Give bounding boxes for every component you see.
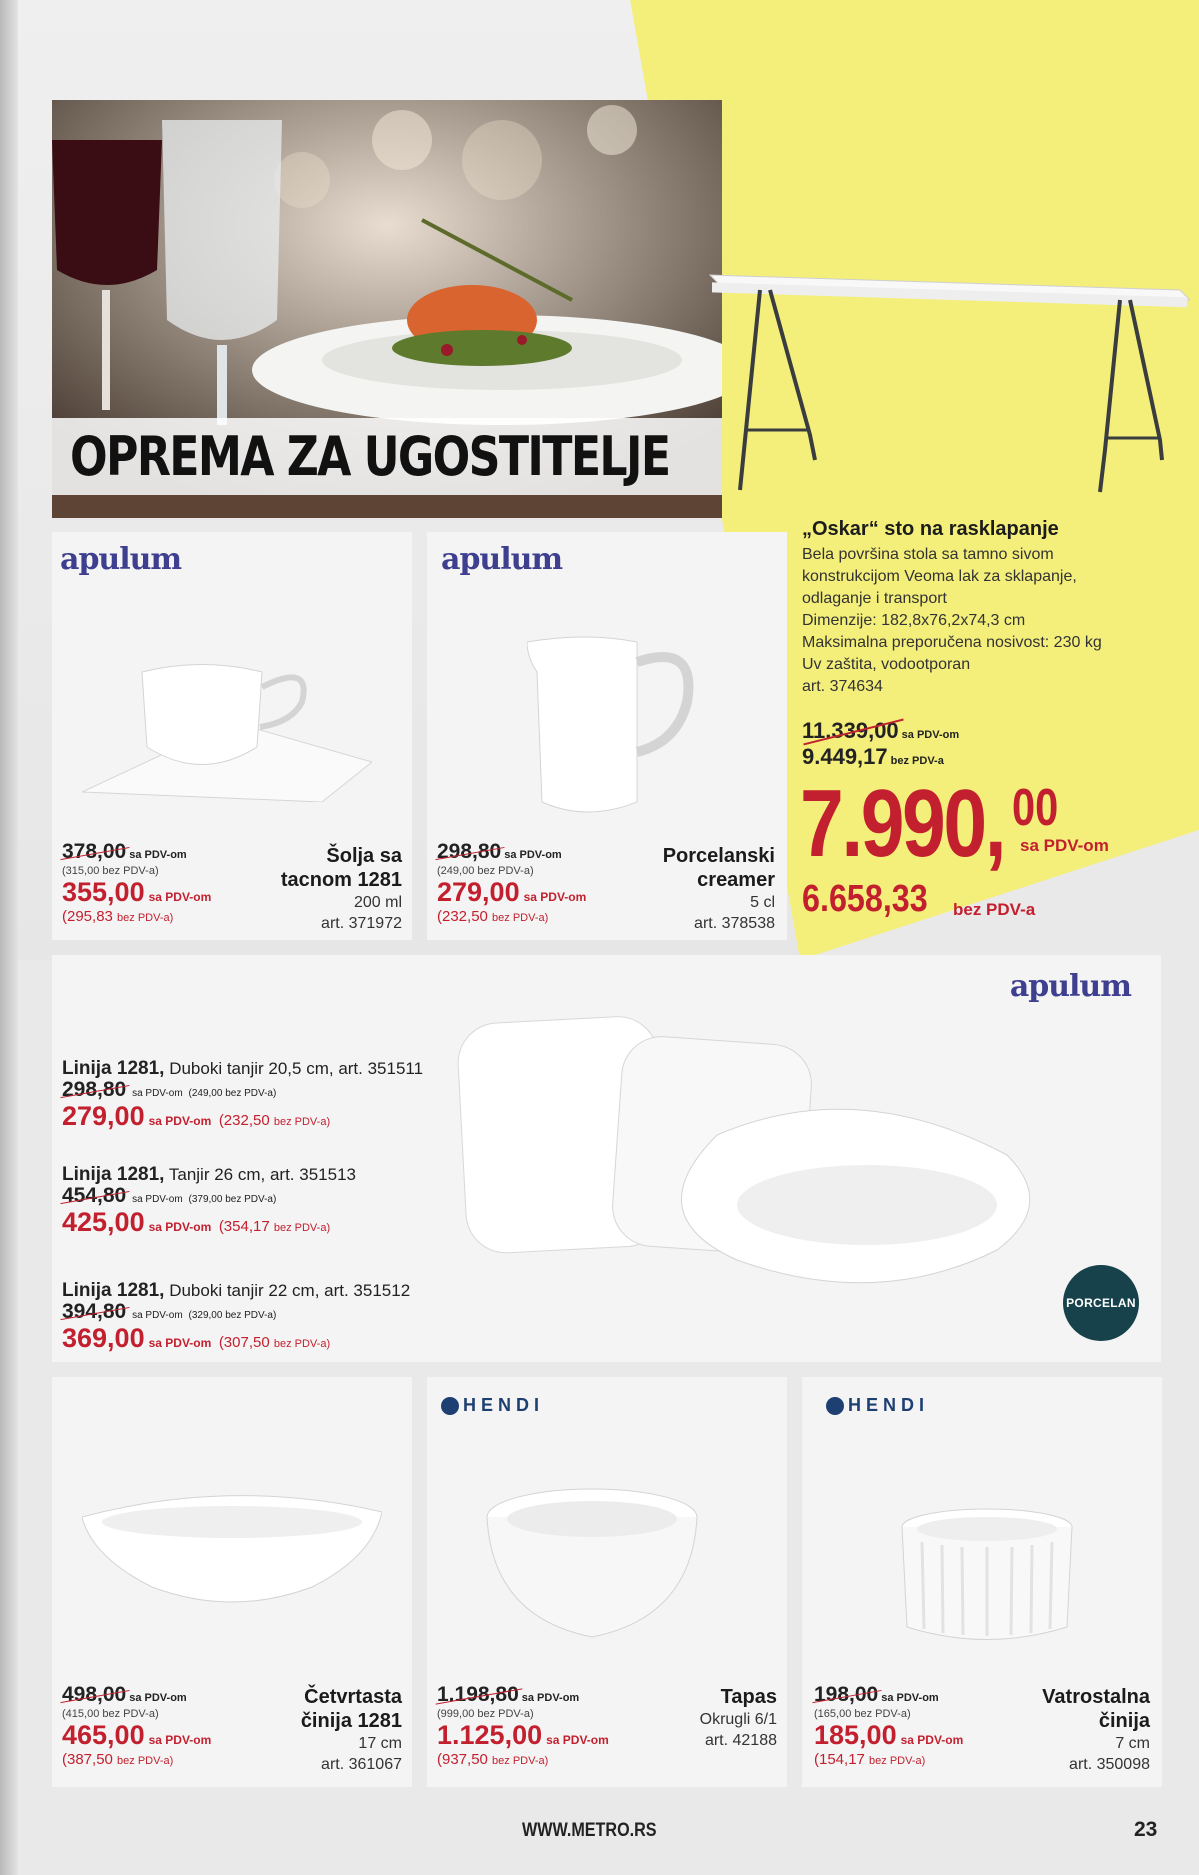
new-net-suffix: bez PDV-a) — [492, 912, 549, 924]
new-price-suffix: sa PDV-om — [900, 1733, 964, 1747]
linija-title: Linija 1281, — [62, 1058, 165, 1079]
product-name: Četvrtasta — [304, 1686, 402, 1708]
linija-desc: Duboki tanjir 22 cm, art. 351512 — [169, 1281, 411, 1300]
price-block — [437, 1683, 609, 1768]
featured-line: Dimenzije: 182,8x76,2x74,3 cm — [802, 612, 1026, 629]
hendi-mark-icon — [441, 1397, 459, 1415]
ramekin-image — [897, 1507, 1077, 1647]
old-price-suffix: sa PDV-om — [504, 849, 562, 861]
new-net-suffix: bez PDV-a) — [273, 1116, 331, 1128]
featured-old-price: 11.339,00 — [802, 718, 899, 743]
porcelan-badge: PORCELAN — [1063, 1265, 1139, 1341]
new-net-price: (307,50 — [218, 1334, 270, 1351]
featured-net-suffix: bez PDV-a — [953, 900, 1036, 919]
folding-table-image — [700, 260, 1190, 500]
old-net-price: (379,00 bez PDV-a) — [188, 1194, 277, 1205]
linija-desc: Duboki tanjir 20,5 cm, art. 351511 — [169, 1059, 424, 1078]
new-net-price: (295,83 — [62, 908, 113, 925]
product-name: creamer — [697, 869, 775, 891]
new-price-suffix: sa PDV-om — [148, 1733, 212, 1747]
new-price: 185,00 — [814, 1720, 897, 1750]
old-price-suffix: sa PDV-om — [521, 1692, 580, 1704]
product-name: Šolja sa — [326, 845, 402, 867]
featured-price-cents: 00 — [1012, 779, 1059, 837]
new-net-suffix: bez PDV-a) — [117, 1755, 174, 1767]
new-price-suffix: sa PDV-om — [148, 890, 212, 904]
footer-url[interactable]: WWW.METRO.RS — [522, 1820, 657, 1841]
featured-line: Uv zaštita, vodootporan — [802, 656, 971, 673]
product-article: art. 371972 — [321, 915, 402, 932]
product-name: činija 1281 — [300, 1710, 402, 1732]
new-net-suffix: bez PDV-a) — [869, 1755, 926, 1767]
product-name: Vatrostalna — [1042, 1686, 1150, 1708]
new-price: 425,00 — [62, 1207, 145, 1237]
linija-title: Linija 1281, — [62, 1164, 165, 1185]
old-net-price: (165,00 bez PDV-a) — [814, 1708, 911, 1720]
old-price: 378,00 — [62, 840, 127, 863]
product-spec: Okrugli 6/1 — [699, 1711, 777, 1728]
new-net-price: (232,50 — [437, 908, 488, 925]
old-price-suffix: sa PDV-om — [132, 1194, 183, 1205]
product-description — [700, 1685, 777, 1751]
featured-description — [802, 518, 1182, 698]
product-card-creamer — [427, 532, 787, 940]
old-net-price: (249,00 bez PDV-a) — [437, 865, 534, 877]
hero-shelf — [52, 495, 722, 518]
old-price-suffix: sa PDV-om — [881, 1692, 939, 1704]
plates-image — [457, 1015, 1097, 1305]
old-price: 298,80 — [62, 1078, 127, 1101]
product-spec: 7 cm — [1115, 1735, 1150, 1752]
new-net-price: (354,17 — [218, 1218, 270, 1235]
cup-saucer-image — [82, 652, 372, 802]
new-net-price: (937,50 — [437, 1751, 488, 1768]
old-net-price: (999,00 bez PDV-a) — [437, 1708, 534, 1720]
old-price-suffix: sa PDV-om — [132, 1088, 183, 1099]
new-net-suffix: bez PDV-a) — [273, 1338, 331, 1350]
featured-price-suffix: sa PDV-om — [1020, 836, 1109, 855]
product-article: art. 361067 — [321, 1756, 402, 1773]
new-price-suffix: sa PDV-om — [546, 1733, 609, 1747]
new-price: 355,00 — [62, 877, 145, 907]
product-spec: 200 ml — [353, 894, 402, 911]
round-bowl-image — [482, 1487, 702, 1647]
product-card-vatrostalna — [802, 1377, 1162, 1787]
featured-old-net-suffix: bez PDV-a — [890, 755, 944, 767]
old-net-price: (329,00 bez PDV-a) — [188, 1310, 277, 1321]
featured-old-prices — [802, 718, 959, 770]
product-card-cetvrtasta — [52, 1377, 412, 1787]
linija-row — [62, 1280, 410, 1354]
product-article: art. 42188 — [704, 1732, 777, 1749]
featured-line: art. 374634 — [802, 678, 883, 695]
page-gutter — [0, 0, 18, 1875]
price-block — [62, 1683, 211, 1768]
old-price-suffix: sa PDV-om — [132, 1310, 183, 1321]
linija-desc: Tanjir 26 cm, art. 351513 — [168, 1165, 356, 1184]
apulum-logo: apulum — [60, 542, 182, 577]
new-price: 465,00 — [62, 1720, 145, 1750]
old-price: 1.198,80 — [437, 1683, 519, 1706]
price-block — [437, 840, 586, 925]
product-name: činija — [1098, 1710, 1150, 1732]
linija-row — [62, 1058, 423, 1132]
new-price: 279,00 — [62, 1101, 145, 1131]
new-net-price: (387,50 — [62, 1751, 113, 1768]
old-price: 198,00 — [814, 1683, 879, 1706]
hendi-wordmark: HENDI — [463, 1395, 545, 1415]
apulum-logo: apulum — [1009, 969, 1131, 1004]
new-price-suffix: sa PDV-om — [148, 1220, 212, 1234]
product-spec: 17 cm — [358, 1735, 402, 1752]
product-description — [663, 844, 775, 934]
page-number: 23 — [1134, 1818, 1158, 1841]
product-name: tacnom 1281 — [280, 869, 402, 891]
new-price-suffix: sa PDV-om — [148, 1114, 212, 1128]
old-price: 454,80 — [62, 1184, 127, 1207]
product-name: Tapas — [720, 1686, 777, 1708]
new-price: 1.125,00 — [437, 1720, 543, 1750]
new-price: 279,00 — [437, 877, 520, 907]
linija-title: Linija 1281, — [62, 1280, 165, 1301]
new-net-price: (232,50 — [218, 1112, 270, 1129]
old-net-price: (415,00 bez PDV-a) — [62, 1708, 159, 1720]
featured-line: odlaganje i transport — [802, 590, 947, 607]
old-price: 298,80 — [437, 840, 502, 863]
new-net-suffix: bez PDV-a) — [273, 1222, 331, 1234]
product-article: art. 350098 — [1069, 1756, 1150, 1773]
featured-line: Bela površina stola sa tamno sivom — [802, 546, 1054, 563]
new-price-suffix: sa PDV-om — [148, 1336, 212, 1350]
product-spec: 5 cl — [750, 894, 775, 911]
product-description — [301, 1685, 402, 1775]
old-price-suffix: sa PDV-om — [129, 849, 187, 861]
old-net-price: (315,00 bez PDV-a) — [62, 865, 159, 877]
new-price: 369,00 — [62, 1323, 145, 1353]
price-block — [814, 1683, 963, 1768]
hendi-logo — [826, 1395, 929, 1416]
featured-net-price: 6.658,33 — [802, 878, 928, 920]
new-net-suffix: bez PDV-a) — [492, 1755, 549, 1767]
new-net-suffix: bez PDV-a) — [117, 912, 174, 924]
apulum-logo: apulum — [441, 542, 563, 577]
product-description — [281, 844, 402, 934]
new-net-price: (154,17 — [814, 1751, 865, 1768]
old-net-price: (249,00 bez PDV-a) — [188, 1088, 277, 1099]
price-block — [62, 840, 211, 925]
hendi-mark-icon — [826, 1397, 844, 1415]
featured-line: Maksimalna preporučena nosivost: 230 kg — [802, 634, 1102, 651]
product-description — [1042, 1685, 1150, 1775]
featured-name: „Oskar“ sto na rasklapanje — [802, 518, 1059, 540]
new-price-suffix: sa PDV-om — [523, 890, 587, 904]
square-bowl-image — [82, 1487, 382, 1607]
product-card-solja — [52, 532, 412, 940]
linija-row — [62, 1164, 356, 1238]
old-price: 498,00 — [62, 1683, 127, 1706]
hendi-wordmark: HENDI — [848, 1395, 930, 1415]
old-price-suffix: sa PDV-om — [129, 1692, 187, 1704]
hendi-logo — [441, 1395, 544, 1416]
page-title: OPREMA ZA UGOSTITELJE — [70, 425, 670, 488]
creamer-image — [527, 632, 697, 822]
product-name: Porcelanski — [662, 845, 775, 867]
old-price: 394,80 — [62, 1300, 127, 1323]
featured-old-price-suffix: sa PDV-om — [901, 729, 960, 741]
featured-line: konstrukcijom Veoma lak za sklapanje, — [802, 568, 1077, 585]
product-card-tapas — [427, 1377, 787, 1787]
featured-price: 7.990, — [800, 770, 1005, 877]
featured-old-net: 9.449,17 — [802, 744, 888, 769]
product-article: art. 378538 — [694, 915, 775, 932]
